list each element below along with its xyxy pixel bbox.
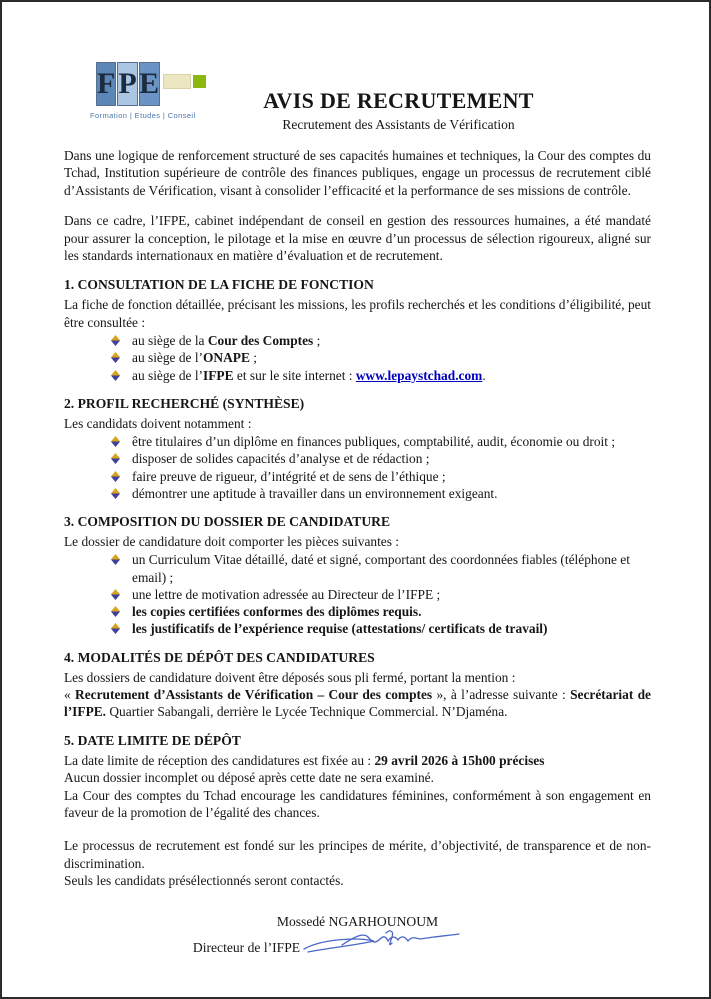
bullet-icon: [110, 352, 121, 363]
section-modalites: [64, 650, 651, 721]
logo-letter-p: P: [117, 62, 137, 106]
section-intro: La fiche de fonction détaillée, précisant les missions, les profils recherchés et les conditions d’éligibilité, peut être consultée :: [64, 297, 651, 330]
bullet-icon: [110, 554, 121, 565]
bullet-text: être titulaires d’un diplôme en finances publiques, comptabilité, audit, économie ou droit ;: [132, 434, 616, 450]
section-paragraph: Les dossiers de candidature doivent être déposés sous pli fermé, portant la mention :: [64, 669, 516, 685]
ifpe-logo: [64, 62, 196, 120]
section-heading: 5. DATE LIMITE DE DÉPÔT: [64, 732, 241, 748]
bullet-list: [64, 433, 651, 502]
bullet-icon: [110, 436, 121, 447]
bullet-text: un Curriculum Vitae détaillé, daté et signé, comportant des coordonnées fiables (téléphone et email) ;: [132, 552, 630, 585]
closing-paragraph: Le processus de recrutement est fondé sur les principes de mérite, d’objectivité, de transparence et de non-discrimination.: [64, 838, 651, 871]
bullet-text: disposer de solides capacités d’analyse et de rédaction ;: [132, 451, 430, 467]
signatory-name: Mossedé NGARHOUNOUM: [276, 913, 439, 929]
page-subtitle: Recrutement des Assistants de Vérification: [282, 117, 515, 132]
page-title: AVIS DE RECRUTEMENT: [263, 88, 534, 113]
list-item: [110, 367, 651, 384]
section-date-limite: [64, 733, 651, 822]
bullet-list: [64, 551, 651, 637]
section-paragraph: Aucun dossier incomplet ou déposé après cette date ne sera examiné.: [64, 770, 434, 786]
bullet-text: les justificatifs de l’expérience requise (attestations/ certificats de travail): [132, 621, 548, 637]
signatory-role-row: [4, 937, 651, 959]
section-heading: 1. CONSULTATION DE LA FICHE DE FONCTION: [64, 277, 374, 293]
document-content: [64, 62, 651, 959]
bullet-text: au siège de l’IFPE et sur le site internet : www.lepaystchad.com.: [132, 367, 486, 383]
spacer: [64, 821, 651, 837]
closing-paragraph: Seuls les candidats présélectionnés seront contactés.: [64, 873, 344, 889]
signature-icon: [302, 925, 462, 959]
list-item: [110, 468, 651, 485]
bullet-text: une lettre de motivation adressée au Directeur de l’IFPE ;: [132, 586, 441, 602]
bullet-icon: [110, 453, 121, 464]
bullet-icon: [110, 623, 121, 634]
bullet-text: au siège de la Cour des Comptes ;: [132, 333, 321, 349]
intro-paragraph: Dans ce cadre, l’IFPE, cabinet indépendant de conseil en gestion des ressources humaines, a été mandaté pour assurer la conception, le pilotage et la mise en œuvre d’un processus de sélection rigoureux, aligné sur les standards internationaux en matière d’évaluation et de recrutement.: [64, 213, 651, 264]
website-link[interactable]: www.lepaystchad.com: [355, 367, 483, 383]
section-intro: Les candidats doivent notamment :: [64, 415, 252, 431]
list-item: [110, 433, 651, 450]
title-block: [184, 62, 651, 133]
bullet-icon: [110, 488, 121, 499]
list-item: [110, 349, 651, 366]
section-heading: 2. PROFIL RECHERCHÉ (SYNTHÈSE): [64, 395, 305, 411]
list-item: [110, 551, 651, 585]
document-header: [64, 62, 651, 133]
section-dossier: [64, 514, 651, 637]
logo-letter-f: F: [96, 62, 116, 106]
bullet-list: [64, 332, 651, 384]
logo-tagline: Formation | Etudes | Conseil: [90, 111, 196, 120]
signature-block: [64, 914, 651, 959]
section-heading: 4. MODALITÉS DE DÉPÔT DES CANDIDATURES: [64, 649, 375, 665]
bullet-icon: [110, 606, 121, 617]
bullet-text: au siège de l’ONAPE ;: [132, 350, 257, 366]
bullet-text: faire preuve de rigueur, d’intégrité et de sens de l’éthique ;: [132, 468, 446, 484]
bullet-icon: [110, 589, 121, 600]
section-profil: [64, 396, 651, 502]
section-paragraph: La Cour des comptes du Tchad encourage les candidatures féminines, conformément à son engagement en faveur de la promotion de l’égalité des chances.: [64, 787, 651, 820]
list-item: [110, 586, 651, 603]
bullet-icon: [110, 471, 121, 482]
bullet-text: démontrer une aptitude à travailler dans un environnement exigeant.: [132, 485, 498, 501]
list-item: [110, 603, 651, 620]
section-intro: Le dossier de candidature doit comporter les pièces suivantes :: [64, 534, 400, 550]
logo-letter-e: E: [139, 62, 160, 106]
list-item: [110, 485, 651, 502]
list-item: [110, 620, 651, 637]
bullet-icon: [110, 335, 121, 346]
bullet-text: les copies certifiées conformes des diplômes requis.: [132, 604, 422, 620]
section-consultation: [64, 277, 651, 383]
intro-paragraph: Dans une logique de renforcement structuré de ses capacités humaines et techniques, la Cour des comptes du Tchad, Institution supérieure de contrôle des finances publiques, engage un processus de recrutement ciblé d’Assistants de Vérification, visant à consolider l’efficacité et la performance de ses missions de contrôle.: [64, 148, 651, 198]
ifpe-logo-mark: [90, 62, 184, 108]
section-heading: 3. COMPOSITION DU DOSSIER DE CANDIDATURE: [64, 514, 391, 530]
bullet-icon: [110, 370, 121, 381]
list-item: [110, 450, 651, 467]
signatory-role: Directeur de l’IFPE: [192, 939, 301, 955]
section-paragraph: La date limite de réception des candidatures est fixée au : 29 avril 2026 à 15h00 précises: [64, 752, 545, 768]
list-item: [110, 332, 651, 349]
section-paragraph: « Recrutement d’Assistants de Vérification – Cour des comptes », à l’adresse suivante : Secrétariat de l’IFPE. Quartier Sabangali, derrière le Lycée Technique Commercial. N’Djaména.: [64, 686, 651, 720]
